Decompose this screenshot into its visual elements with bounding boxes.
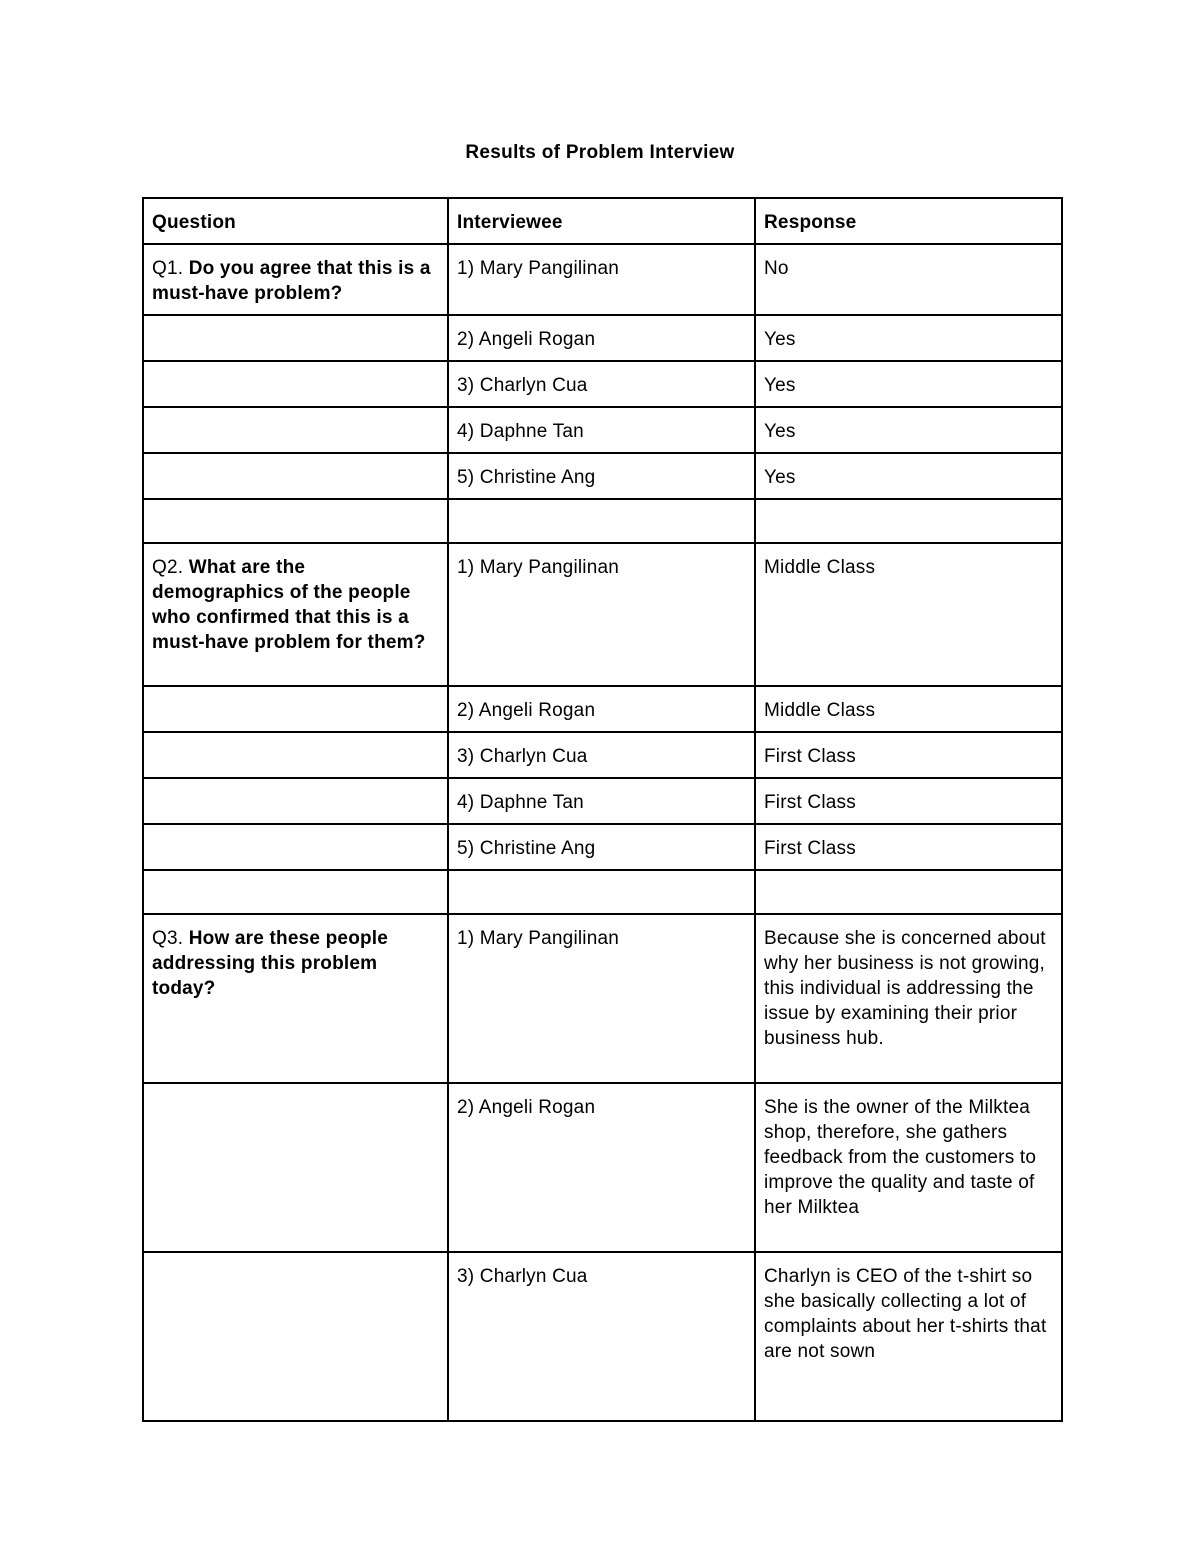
- question-text: Do you agree that this is a must-have problem?: [152, 258, 431, 304]
- table-row: [143, 914, 1062, 1083]
- question-cell: [143, 824, 448, 870]
- response-cell: Middle Class: [755, 543, 1062, 686]
- response-cell: First Class: [755, 824, 1062, 870]
- interviewee-cell: 2) Angeli Rogan: [448, 686, 755, 732]
- table-row: [143, 543, 1062, 686]
- table-row: [143, 1252, 1062, 1421]
- empty-cell: [755, 870, 1062, 914]
- table-row: [143, 315, 1062, 361]
- question-cell: [143, 1252, 448, 1421]
- response-cell: Middle Class: [755, 686, 1062, 732]
- response-cell: Yes: [755, 361, 1062, 407]
- interviewee-cell: 3) Charlyn Cua: [448, 1252, 755, 1421]
- header-response: Response: [755, 198, 1062, 244]
- empty-cell: [143, 870, 448, 914]
- question-cell: [143, 244, 448, 315]
- header-question: Question: [143, 198, 448, 244]
- interviewee-cell: 4) Daphne Tan: [448, 778, 755, 824]
- interviewee-cell: 5) Christine Ang: [448, 453, 755, 499]
- table-row: [143, 407, 1062, 453]
- interviewee-cell: 1) Mary Pangilinan: [448, 914, 755, 1083]
- question-number: Q3.: [152, 928, 184, 949]
- table-row: [143, 453, 1062, 499]
- response-cell: Yes: [755, 407, 1062, 453]
- response-cell: First Class: [755, 778, 1062, 824]
- interviewee-cell: 3) Charlyn Cua: [448, 361, 755, 407]
- question-cell: [143, 453, 448, 499]
- table-row: [143, 778, 1062, 824]
- empty-cell: [448, 499, 755, 543]
- question-cell: [143, 543, 448, 686]
- response-cell: Yes: [755, 315, 1062, 361]
- table-row: [143, 1083, 1062, 1252]
- page-title: Results of Problem Interview: [465, 142, 735, 163]
- table-row: [143, 686, 1062, 732]
- question-number: Q2.: [152, 557, 184, 578]
- blank-row: [143, 499, 1062, 543]
- question-text: What are the demographics of the people who confirmed that this is a must-have problem for them?: [152, 557, 426, 653]
- question-cell: [143, 778, 448, 824]
- question-cell: [143, 914, 448, 1083]
- header-interviewee: Interviewee: [448, 198, 755, 244]
- table-row: [143, 824, 1062, 870]
- response-cell: She is the owner of the Milktea shop, therefore, she gathers feedback from the customers to improve the quality and taste of her Milktea: [755, 1083, 1062, 1252]
- interviewee-cell: 3) Charlyn Cua: [448, 732, 755, 778]
- response-cell: Charlyn is CEO of the t-shirt so she basically collecting a lot of complaints about her t-shirts that are not sown: [755, 1252, 1062, 1421]
- response-cell: First Class: [755, 732, 1062, 778]
- table-row: [143, 244, 1062, 315]
- response-cell: Yes: [755, 453, 1062, 499]
- interviewee-cell: 4) Daphne Tan: [448, 407, 755, 453]
- question-cell: [143, 315, 448, 361]
- question-cell: [143, 686, 448, 732]
- interviewee-cell: 1) Mary Pangilinan: [448, 244, 755, 315]
- question-cell: [143, 1083, 448, 1252]
- question-text: How are these people addressing this problem today?: [152, 928, 389, 999]
- table-row: [143, 361, 1062, 407]
- response-cell: No: [755, 244, 1062, 315]
- table-row: [143, 732, 1062, 778]
- empty-cell: [143, 499, 448, 543]
- question-cell: [143, 407, 448, 453]
- interviewee-cell: 5) Christine Ang: [448, 824, 755, 870]
- table-header-row: [143, 198, 1062, 244]
- blank-row: [143, 870, 1062, 914]
- interviewee-cell: 2) Angeli Rogan: [448, 1083, 755, 1252]
- question-cell: [143, 361, 448, 407]
- empty-cell: [755, 499, 1062, 543]
- interviewee-cell: 1) Mary Pangilinan: [448, 543, 755, 686]
- interviewee-cell: 2) Angeli Rogan: [448, 315, 755, 361]
- response-cell: Because she is concerned about why her business is not growing, this individual is addressing the issue by examining their prior business hub.: [755, 914, 1062, 1083]
- question-number: Q1.: [152, 258, 184, 279]
- question-cell: [143, 732, 448, 778]
- interview-results-table: [142, 197, 1063, 1422]
- empty-cell: [448, 870, 755, 914]
